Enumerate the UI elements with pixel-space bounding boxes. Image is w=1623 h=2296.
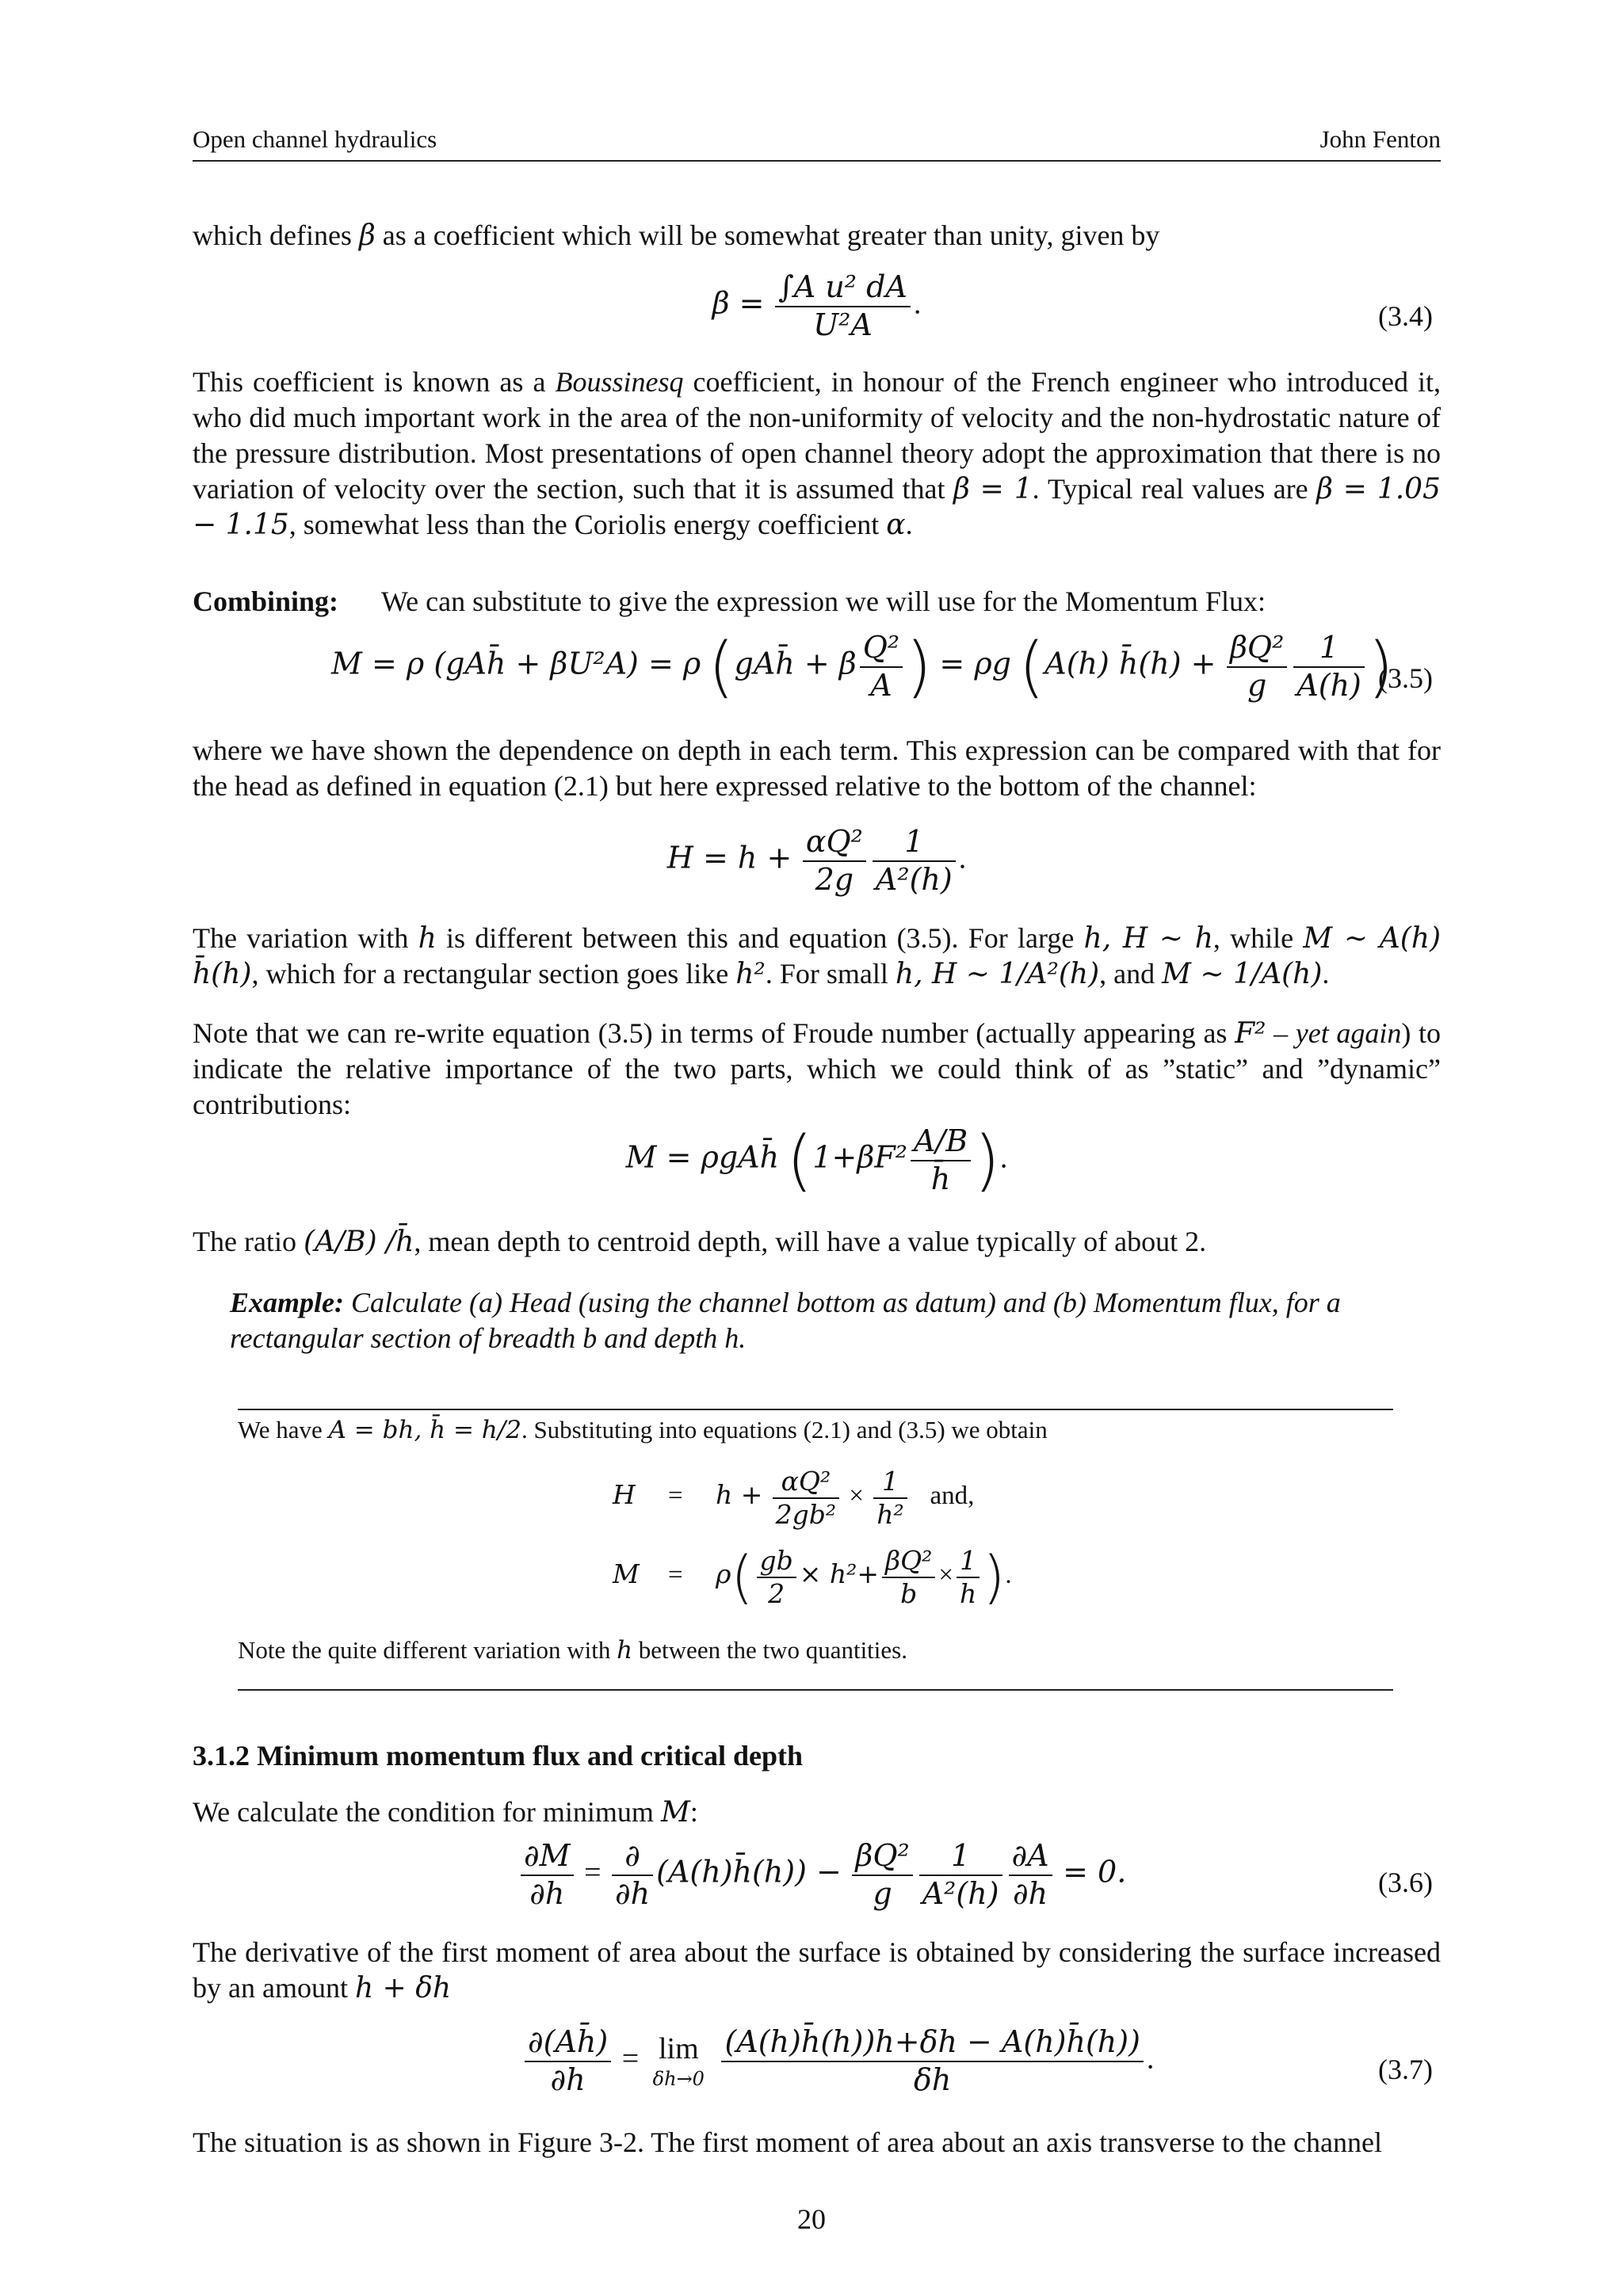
eq-sign: = <box>668 1482 683 1511</box>
denominator: δh <box>721 2061 1143 2099</box>
denominator: A²(h) <box>873 860 956 898</box>
paren-right: ) <box>906 627 932 706</box>
paren-right: ) <box>983 1543 1006 1611</box>
eq-part: (A(h)h̄(h)) − <box>656 1854 842 1890</box>
denominator: h̄ <box>911 1160 971 1198</box>
running-header-author: John Fenton <box>1319 125 1441 153</box>
numerator: βQ² <box>885 1545 933 1576</box>
eq-tail: . <box>1005 1561 1012 1590</box>
denominator: A²(h) <box>919 1875 1002 1913</box>
text: is different between this and equation (3.5). For large <box>436 922 1084 954</box>
denominator: U²A <box>775 306 911 344</box>
math-inline: A = bh, h̄ = h/2 <box>328 1416 521 1444</box>
fraction <box>773 1466 839 1530</box>
denominator: h <box>957 1577 980 1610</box>
math-inline: (A/B) /h̄ <box>303 1226 414 1258</box>
text: , mean depth to centroid depth, will have a value typically of about 2. <box>414 1226 1207 1257</box>
denominator: ∂h <box>612 1875 653 1913</box>
text: and, <box>930 1482 975 1511</box>
numerator: (A(h)h̄(h))h+δh − A(h)h̄(h)) <box>724 2024 1140 2059</box>
paren-right: ) <box>1367 627 1394 706</box>
paragraph-froude <box>193 1016 1441 1123</box>
math-inline: h + δh <box>354 1972 452 2004</box>
equation-number: (3.6) <box>1378 1867 1433 1898</box>
text: The situation is as shown in Figure 3-2. The first moment of area about an axis transverse to the channel <box>193 2126 1382 2158</box>
equation-momentum-froude <box>193 1123 1441 1215</box>
fraction <box>803 824 866 898</box>
eq-tail: . <box>913 287 922 321</box>
eq-part: ρ <box>716 1558 731 1590</box>
eq-lhs: H <box>613 1479 636 1511</box>
paragraph-boussinesq <box>193 364 1441 543</box>
eq-part: M = ρgAh̄ <box>625 1139 780 1175</box>
text: . <box>1322 958 1330 990</box>
numerator: αQ² <box>781 1466 831 1497</box>
denominator: b <box>882 1577 935 1610</box>
math-inline: h <box>617 1636 633 1665</box>
eq-part: H = h + <box>666 840 792 875</box>
limit <box>650 2031 708 2090</box>
numerator: Q² <box>862 630 900 665</box>
paragraph-intro <box>193 218 1441 254</box>
paragraph-situation <box>193 2125 1441 2161</box>
eq-tail: . <box>999 1141 1008 1175</box>
numerator: A/B <box>913 1123 968 1158</box>
limit-operator: lim <box>658 2032 699 2066</box>
run-in-heading: Combining: <box>193 585 339 617</box>
numerator: ∂A <box>1011 1838 1049 1873</box>
text: We can substitute to give the expression we will use for the Momentum Flux: <box>381 585 1266 617</box>
times: × <box>849 1482 865 1511</box>
numerator: ∂(Ah̄) <box>528 2024 609 2059</box>
fraction <box>919 1838 1002 1912</box>
eq-part: × h²+ <box>799 1558 880 1590</box>
denominator: A <box>860 666 903 704</box>
example-label: Example: <box>230 1287 344 1318</box>
box-rule-top <box>238 1409 1393 1410</box>
paren-left: ( <box>786 1121 813 1199</box>
math-inline: α <box>886 509 906 541</box>
eq-tail: . <box>1146 2042 1155 2076</box>
text: , while <box>1212 922 1304 954</box>
section-heading: 3.1.2 Minimum momentum flux and critical depth <box>193 1740 803 1772</box>
denominator: 2 <box>757 1577 796 1610</box>
paragraph-head-compare <box>193 733 1441 804</box>
paren-left: ( <box>708 627 735 706</box>
equation-number: (3.5) <box>1378 662 1433 694</box>
emphasis: Boussinesq <box>555 366 684 398</box>
denominator: ∂h <box>525 2061 611 2099</box>
eq-lhs: β = <box>712 285 765 321</box>
paragraph-minimum <box>193 1794 1441 1830</box>
text: . Typical real values are <box>1032 473 1317 505</box>
numerator: βQ² <box>1229 630 1285 665</box>
solution-note <box>238 1636 1393 1665</box>
fraction <box>757 1545 796 1609</box>
denominator: g <box>852 1875 912 1913</box>
fraction <box>852 1838 912 1912</box>
text: where we have shown the dependence on depth in each term. This expression can be compared with that for the head as defined in equation (2.1) but here expressed relative to the bottom of the channel: <box>193 734 1441 802</box>
numerator: 1 <box>1319 630 1339 665</box>
eq-tail: = 0. <box>1063 1854 1127 1890</box>
solution-eq-head <box>193 1466 1441 1537</box>
numerator: ∂M <box>524 1838 571 1873</box>
text: The derivative of the first moment of area about the surface is obtained by considering the surface increased by an amount <box>193 1936 1441 2004</box>
text: : <box>689 1796 698 1828</box>
paren-left: ( <box>731 1543 754 1611</box>
fraction <box>873 824 956 898</box>
paragraph-variation <box>193 921 1441 992</box>
fraction <box>721 2024 1143 2098</box>
fraction <box>775 269 911 343</box>
numerator: ∫A u² dA <box>778 269 907 304</box>
fraction <box>957 1545 980 1609</box>
eq-sign: = <box>584 1855 601 1890</box>
paragraph-combining <box>193 584 1441 620</box>
eq-tail: . <box>958 841 967 875</box>
page-number: 20 <box>797 2203 826 2235</box>
math-inline: h, H ∼ 1/A²(h) <box>895 958 1100 990</box>
text: ) to indicate the relative importance of the two parts, which we could think of as ”static” and ”dynamic” contributions: <box>193 1017 1442 1120</box>
text: . For small <box>765 958 896 990</box>
equation-head <box>193 824 1441 915</box>
solution-eq-momentum <box>193 1545 1441 1620</box>
equation-number: (3.4) <box>1378 300 1433 332</box>
box-rule-bottom <box>238 1689 1393 1691</box>
example-statement <box>230 1285 1434 1356</box>
text: We calculate the condition for minimum <box>193 1796 661 1828</box>
text: which defines <box>193 219 352 251</box>
text: , and <box>1099 958 1163 990</box>
text: . <box>905 509 913 540</box>
paren-left: ( <box>1018 627 1045 706</box>
text: between the two quantities. <box>632 1636 907 1664</box>
numerator: gb <box>759 1545 793 1576</box>
text: – <box>1266 1017 1296 1049</box>
text: as a coefficient which will be somewhat greater than unity, given by <box>382 219 1160 251</box>
math-inline: β <box>358 219 376 252</box>
fraction <box>521 1838 574 1912</box>
numerator: 1 <box>951 1838 971 1873</box>
math-inline: β = 1 <box>953 473 1033 505</box>
numerator: 1 <box>960 1545 977 1576</box>
eq-part: = ρg <box>939 646 1011 681</box>
numerator: 1 <box>904 824 924 859</box>
denominator: g <box>1227 666 1287 704</box>
fraction <box>1293 630 1365 704</box>
equation-number: (3.7) <box>1378 2054 1433 2085</box>
numerator: βQ² <box>855 1838 910 1873</box>
fraction <box>911 1123 971 1197</box>
text: Note that we can re-write equation (3.5) in terms of Froude number (actually appearing as <box>193 1017 1235 1049</box>
fraction <box>525 2024 611 2098</box>
eq-sign: = <box>621 2042 640 2076</box>
text: Calculate (a) Head (using the channel bottom as datum) and (b) Momentum flux, for a rectangular section of breadth b and depth h. <box>230 1287 1341 1354</box>
text: . Substituting into equations (2.1) and (3.5) we obtain <box>521 1416 1048 1444</box>
math-inline: M <box>660 1796 690 1829</box>
math-inline: F² <box>1235 1017 1266 1050</box>
fraction <box>882 1545 935 1609</box>
fraction <box>1009 1838 1052 1912</box>
fraction <box>873 1466 907 1530</box>
text: , which for a rectangular section goes like <box>251 958 736 990</box>
times: × <box>938 1561 954 1590</box>
denominator: ∂h <box>1009 1875 1052 1913</box>
math-inline: h, H ∼ h <box>1083 922 1213 955</box>
eq-lhs: M <box>613 1558 640 1590</box>
denominator: ∂h <box>521 1875 574 1913</box>
equation-3-4 <box>193 269 1441 357</box>
text: , somewhat less than the Coriolis energy coefficient <box>288 509 887 540</box>
eq-part: 1+βF² <box>812 1139 907 1175</box>
eq-part: gAh̄ + β <box>734 646 857 681</box>
numerator: 1 <box>882 1466 899 1497</box>
math-inline: h² <box>735 958 766 990</box>
limit-subscript: δh→0 <box>652 2067 705 2090</box>
fraction <box>612 1838 653 1912</box>
equation-3-7 <box>193 2024 1441 2111</box>
text: coefficient, in honour of the French engineer who introduced it, who did much important work in the area of the non-uniformity of velocity and the non-hydrostatic nature of the pressure distribution. Most presentations of open channel theory adopt the approximation that there is no variation of velocity over the section, such that it is assumed that <box>193 366 1441 505</box>
text: We have <box>238 1416 329 1444</box>
solution-intro <box>238 1416 1393 1444</box>
math-inline: M ∼ 1/A(h) <box>1162 958 1323 990</box>
eq-part: M = ρ (gAh̄ + βU²A) = ρ <box>331 646 701 681</box>
numerator: ∂ <box>624 1838 640 1873</box>
fraction <box>860 630 903 704</box>
equation-3-5 <box>193 627 1441 729</box>
math-inline: M ∼ A(h) h̄(h) <box>193 922 1441 990</box>
running-header-title: Open channel hydraulics <box>193 125 437 153</box>
equation-3-6 <box>193 1838 1441 1925</box>
fraction <box>1227 630 1287 704</box>
paragraph-derivative <box>193 1935 1441 2006</box>
emphasis: yet again <box>1295 1017 1402 1049</box>
eq-part: h + <box>716 1479 763 1511</box>
header-rule <box>193 160 1441 162</box>
paragraph-ratio <box>193 1224 1441 1260</box>
denominator: h² <box>873 1497 907 1531</box>
paren-right: ) <box>974 1121 1000 1199</box>
denominator: 2gb² <box>773 1497 839 1531</box>
text: The ratio <box>193 1226 304 1257</box>
math-inline: β = 1.05 − 1.15 <box>193 473 1441 541</box>
eq-sign: = <box>668 1561 683 1590</box>
text: Note the quite different variation with <box>238 1636 617 1664</box>
denominator: A(h) <box>1293 666 1365 704</box>
numerator: αQ² <box>805 824 863 859</box>
text: The variation with <box>193 922 418 954</box>
eq-part: A(h) h̄(h) + <box>1044 646 1216 681</box>
denominator: 2g <box>803 860 866 898</box>
math-inline: h <box>418 922 437 955</box>
text: This coefficient is known as a <box>193 366 556 398</box>
